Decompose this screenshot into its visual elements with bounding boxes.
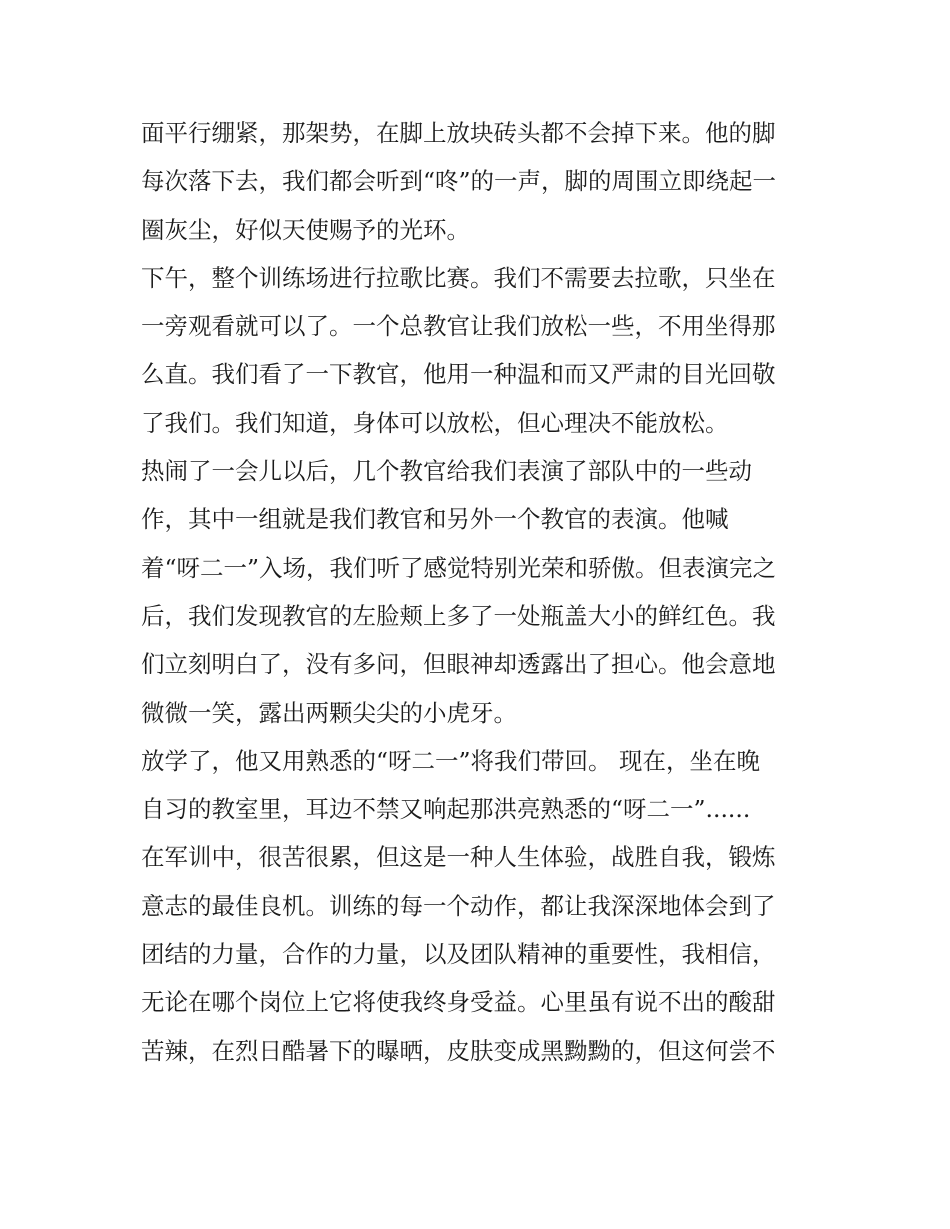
text-line: 在军训中，很苦很累，但这是一种人生体验，战胜自我，锻炼: [141, 843, 776, 872]
text-line: 自习的教室里，耳边不禁又响起那洪亮熟悉的“呀二一”......: [141, 795, 751, 824]
text-line: 一旁观看就可以了。一个总教官让我们放松一些，不用坐得那: [141, 312, 776, 341]
text-line: 么直。我们看了一下教官，他用一种温和而又严肃的目光回敬: [141, 360, 776, 389]
text-line: 团结的力量，合作的力量，以及团队精神的重要性，我相信，: [141, 940, 776, 969]
text-line: 着“呀二一”入场，我们听了感觉特别光荣和骄傲。但表演完之: [141, 553, 777, 582]
text-line: 放学了，他又用熟悉的“呀二一”将我们带回。 现在，坐在晚: [141, 746, 760, 775]
text-line: 了我们。我们知道，身体可以放松，但心理决不能放松。: [141, 408, 729, 437]
text-line: 热闹了一会儿以后，几个教官给我们表演了部队中的一些动: [141, 457, 752, 486]
text-line: 作，其中一组就是我们教官和另外一个教官的表演。他喊: [141, 505, 729, 534]
text-line: 下午，整个训练场进行拉歌比赛。我们不需要去拉歌，只坐在: [141, 263, 776, 292]
text-line: 每次落下去，我们都会听到“咚”的一声，脚的周围立即绕起一: [141, 167, 777, 196]
text-line: 微微一笑，露出两颗尖尖的小虎牙。: [141, 698, 517, 727]
text-line: 后，我们发现教官的左脸颊上多了一处瓶盖大小的鲜红色。我: [141, 601, 776, 630]
text-line: 们立刻明白了，没有多问，但眼神却透露出了担心。他会意地: [141, 650, 776, 679]
text-line: 意志的最佳良机。训练的每一个动作，都让我深深地体会到了: [141, 891, 776, 920]
text-line: 面平行绷紧，那架势，在脚上放块砖头都不会掉下来。他的脚: [141, 119, 776, 147]
body-text: [141, 109, 821, 1075]
text-line: 圈灰尘，好似天使赐予的光环。: [141, 215, 470, 244]
text-line: 无论在哪个岗位上它将使我终身受益。心里虽有说不出的酸甜: [141, 988, 776, 1017]
text-line: 苦辣，在烈日酷暑下的曝晒，皮肤变成黑黝黝的，但这何尝不: [141, 1036, 776, 1065]
